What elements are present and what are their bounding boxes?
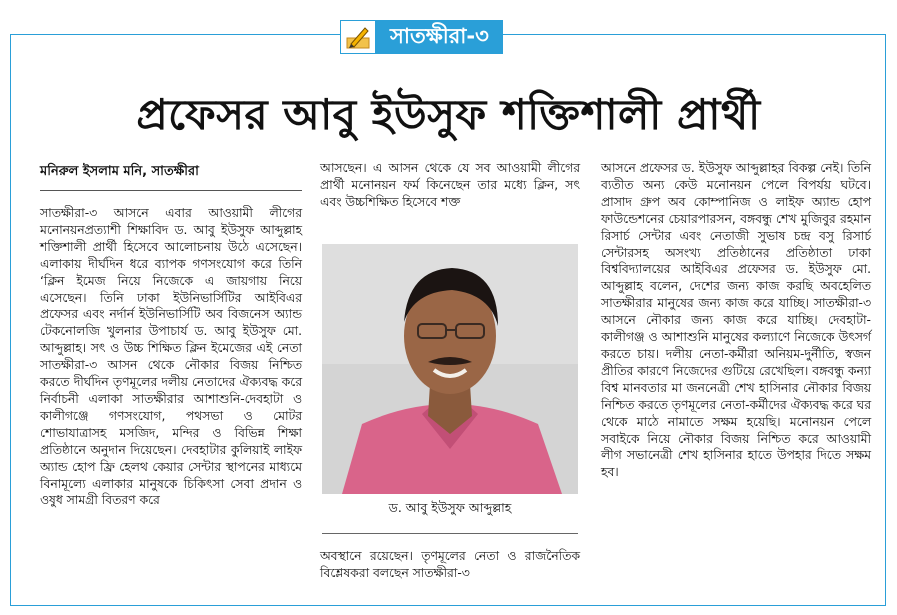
photo-caption: ড. আবু ইউসুফ আব্দুল্লাহ <box>388 500 512 515</box>
column-2-bottom-text: অবস্থানে রয়েছেন। তৃণমূলের নেতা ও রাজনৈতিক বিশ্লেষকরা বলছেন সাতক্ষীরা-৩ <box>320 549 580 580</box>
byline-divider <box>40 190 302 191</box>
column-1-text: সাতক্ষীরা-৩ আসনে এবার আওয়ামী লীগের মনোনয়নপ্রত্যাশী শিক্ষাবিদ ড. আবু ইউসুফ আব্দুল্লাহ শক্তিশালী প্রার্থী হিসেবে আলোচনায় উঠে এসেছেন। এলাকায় দীর্ঘদিন ধরে ব্যাপক গণসংযোগ করে তিনি ‘ক্লিন ইমেজ নিয়ে নিজেকে এ জায়গায় নিয়ে এসেছেন। তিনি ঢাকা ইউনিভার্সিটির আইবিএর প্রফেসর এবং নর্দার্ন ইউনিভার্সিটি অব বিজনেস অ্যান্ড টেকনোলজি খুলনার উপাচার্য ড. আবু ইউসুফ মো. আব্দুল্লাহ। সৎ ও উচ্চ শিক্ষিত ক্লিন ইমেজের এই নেতা সাতক্ষীরা-৩ আসন থেকে নৌকার বিজয় নিশ্চিত করতে দীর্ঘদিন তৃণমূলের দলীয় নেতাদের ঐক্যবদ্ধ করে নির্বাচনী এলাকা সাতক্ষীরার আশাশুনি-দেবহাটা ও কালীগঞ্জে গণসংযোগ, পথসভা ও মোটর শোভাযাত্রাসহ মসজিদ, মন্দির ও বিভিন্ন শিক্ষা প্রতিষ্ঠানে অনুদান দিয়েছেন। দেবহাটার কুলিয়াই লাইফ অ্যান্ড হোপ ফ্রি হেলথ কেয়ার সেন্টার স্থাপনের মাধ্যমে বিনামূল্যে এলাকার মানুষকে চিকিৎসা সেবা প্রদান ও ওষুধ সামগ্রী বিতরণ করে <box>40 206 302 508</box>
pen-icon <box>340 20 376 54</box>
column-2-top-text: আসছেন। এ আসন থেকে যে সব আওয়ামী লীগের প্রার্থী মনোনয়ন ফর্ম কিনেছেন তার মধ্যে ক্লিন, সৎ এবং উচ্চশিক্ষিত হিসেবে শক্ত <box>320 161 580 209</box>
portrait-photo <box>322 244 578 494</box>
article-column-3 <box>601 160 871 481</box>
byline: মনিরুল ইসলাম মনি, সাতক্ষীরা <box>40 164 199 179</box>
section-tag <box>340 20 503 54</box>
headline: প্রফেসর আবু ইউসুফ শক্তিশালী প্রার্থী <box>136 90 761 139</box>
section-tag-label: সাতক্ষীরা-৩ <box>376 20 503 54</box>
column-3-text: আসনে প্রফেসর ড. ইউসুফ আব্দুল্লাহর বিকল্প নেই। তিনি ব্যতীত অন্য কেউ মনোনয়ন পেলে বিপর্যয় ঘটবে। প্রাসাদ গ্রুপ অব কোম্পানিজ ও লাইফ অ্যান্ড হোপ ফাউন্ডেশনের চেয়ারপারসন, বঙ্গবন্ধু শেখ মুজিবুর রহমান রিসার্চ সেন্টার এবং নেতাজী সুভাষ চন্দ্র বসু রিসার্চ সেন্টারসহ অসংখ্য প্রতিষ্ঠানের প্রতিষ্ঠাতা ঢাকা বিশ্ববিদ্যালয়ের আইবিএর প্রফেসর ড. ইউসুফ মো. আব্দুল্লাহ বলেন, দেশের জন্য কাজ করছি অবহেলিত সাতক্ষীরার মানুষের জন্য কাজ করে যাচ্ছি। সাতক্ষীরা-৩ আসনে নৌকার জন্য কাজ করে যাচ্ছি। দেবহাটা-কালীগঞ্জ ও আশাশুনি মানুষের কল্যাণে নিজেকে উৎসর্গ করতে চায়। দলীয় নেতা-কর্মীরা অনিয়ম-দুর্নীতি, স্বজন প্রীতির কারণে নিজেদের গুটিয়ে রেখেছিল। বঙ্গবন্ধু কন্যা বিশ্ব মানবতার মা জননেত্রী শেখ হাসিনার নৌকার বিজয় নিশ্চিত করতে তৃণমূলের নেতা-কর্মীদের ঐক্যবদ্ধ করে ঘর থেকে মাঠে নামাতে সক্ষম হয়েছি। মনোনয়ন পেলে সবাইকে নিয়ে নৌকার বিজয় নিশ্চিত করে আওয়ামী লীগ সভানেত্রী শেখ হাসিনার হাতে উপহার দিতে সক্ষম হব। <box>601 161 871 480</box>
article-column-2-bottom <box>320 548 580 582</box>
caption-divider <box>322 533 578 534</box>
article-column-1 <box>40 205 302 509</box>
article-column-2-top <box>320 160 580 211</box>
